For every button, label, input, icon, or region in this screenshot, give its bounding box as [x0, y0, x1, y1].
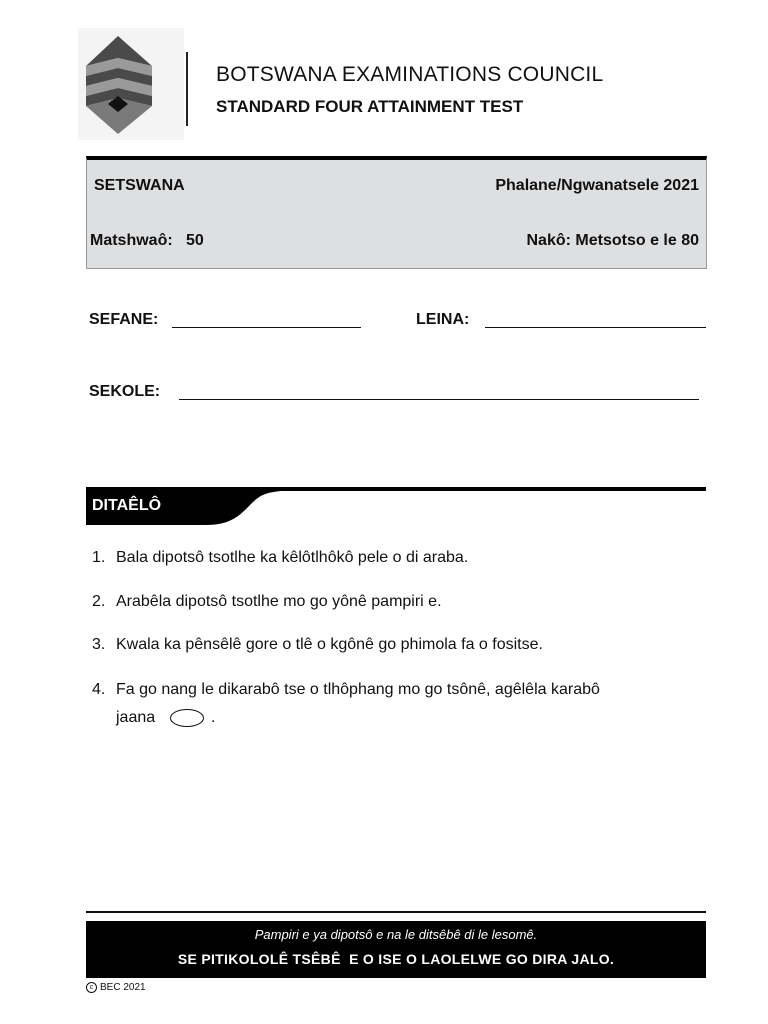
instruction-number: 3.	[92, 636, 106, 653]
leina-label: LEINA:	[416, 311, 470, 328]
instruction-text: Bala dipotsô tsotlhe ka kêlôtlhôkô pele o di araba.	[116, 549, 469, 566]
instruction-continuation: jaana	[116, 709, 156, 726]
total-marks: Matshwaô: 50	[90, 232, 204, 249]
instruction-item	[92, 548, 468, 568]
instructions-heading: DITAÊLÔ	[92, 497, 162, 514]
instruction-text: Arabêla dipotsô tsotlhe mo go yônê pampiri e.	[116, 593, 442, 610]
test-name: STANDARD FOUR ATTAINMENT TEST	[216, 97, 524, 116]
instruction-item	[92, 680, 600, 700]
instruction-number: 4.	[92, 681, 106, 698]
instruction-text: Fa go nang le dikarabô tse o tlhôphang mo go tsônê, agêlêla karabô	[116, 681, 600, 698]
exam-duration: Nakô: Metsotso e le 80	[526, 232, 699, 249]
exam-session: Phalane/Ngwanatsele 2021	[495, 177, 699, 194]
instruction-text: Kwala ka pênsêlê gore o tlê o kgônê go phimola fa o fositse.	[116, 636, 543, 653]
sekole-field[interactable]	[179, 399, 699, 400]
subject: SETSWANA	[94, 177, 185, 194]
answer-oval-icon	[170, 709, 204, 727]
do-not-turn-notice: SE PITIKOLOLÊ TSÊBÊ E O ISE O LAOLELWE GO DIRA JALO.	[177, 951, 615, 967]
sefane-label: SEFANE:	[89, 311, 159, 328]
copyright-icon: c	[86, 982, 97, 993]
leina-field[interactable]	[485, 327, 706, 328]
page-count-note: Pampiri e ya dipotsô e na le ditsêbê di le lesomê.	[254, 927, 538, 942]
exam-info-box	[86, 156, 707, 269]
organization-name: BOTSWANA EXAMINATIONS COUNCIL	[216, 63, 604, 86]
instruction-item	[92, 635, 543, 655]
bec-logo-icon	[78, 28, 184, 140]
header-divider	[186, 52, 188, 126]
instruction-number: 2.	[92, 593, 106, 610]
instruction-period: .	[211, 709, 216, 726]
footer-rule	[86, 911, 706, 913]
instruction-number: 1.	[92, 549, 106, 566]
sekole-label: SEKOLE:	[89, 383, 161, 400]
copyright	[86, 982, 146, 993]
copyright-text: BEC 2021	[100, 982, 146, 994]
sefane-field[interactable]	[172, 327, 361, 328]
instruction-item	[92, 592, 442, 612]
